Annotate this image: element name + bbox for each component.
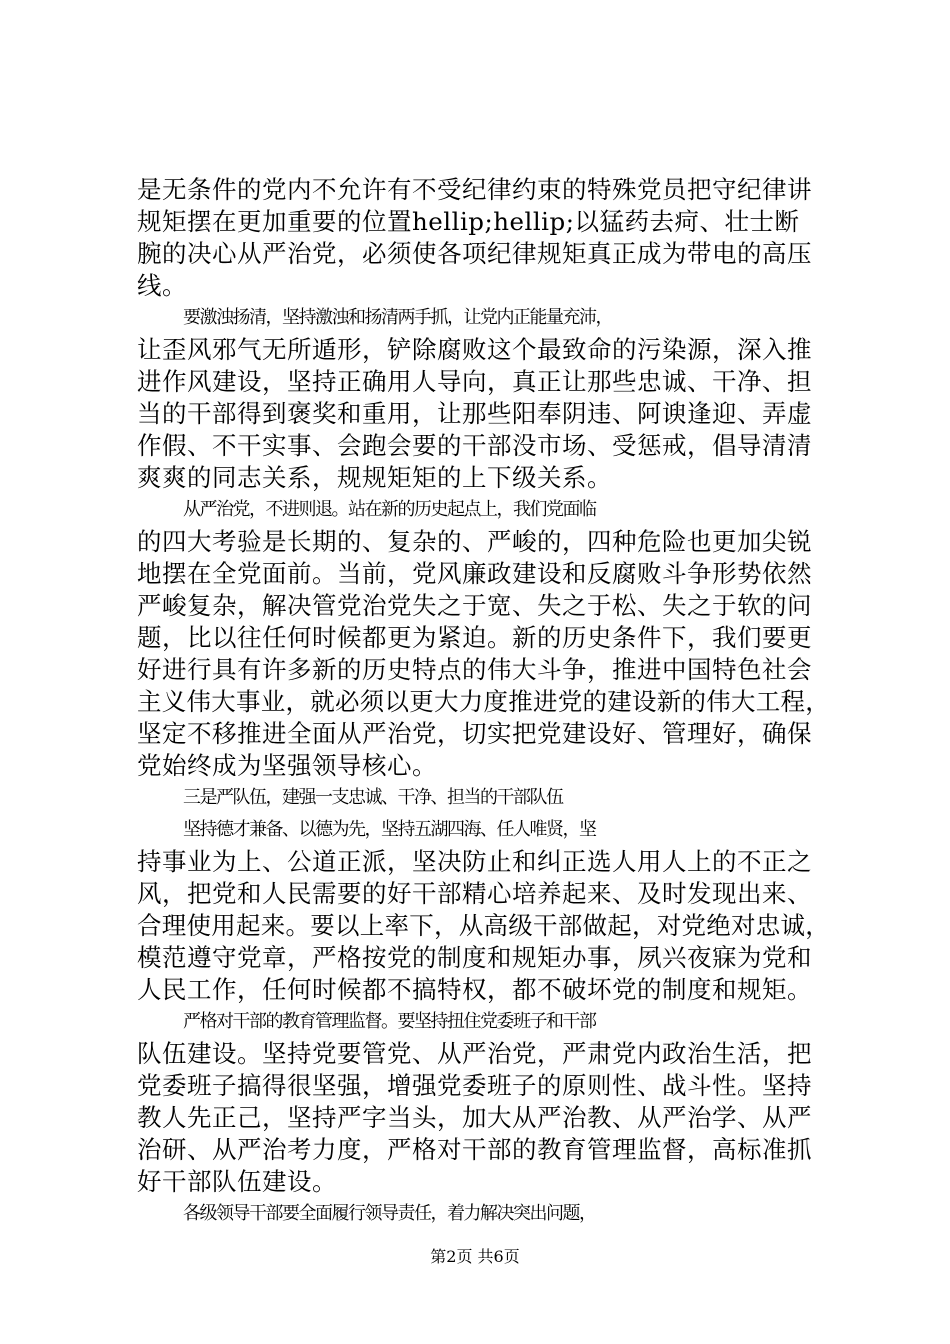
text-line: 好进行具有许多新的历史特点的伟大斗争，推进中国特色社会 (137, 655, 812, 684)
text-line: 坚持德才兼备、以德为先，坚持五湖四海、任人唯贤，坚 (183, 819, 596, 840)
text-line: 从严治党，不进则退。站在新的历史起点上，我们党面临 (183, 499, 596, 520)
text-line: 腕的决心从严治党，必须使各项纪律规矩真正成为带电的高压 (137, 239, 812, 268)
text-line: 各级领导干部要全面履行领导责任，着力解决突出问题， (183, 1203, 596, 1224)
text-line: 规矩摆在更加重要的位置hellip;hellip;以猛药去疴、壮士断 (137, 207, 800, 236)
text-line: 模范遵守党章，严格按党的制度和规矩办事，夙兴夜寐为党和 (137, 943, 812, 972)
text-line: 的四大考验是长期的、复杂的、严峻的，四种危险也更加尖锐 (137, 527, 812, 556)
text-line: 治研、从严治考力度，严格对干部的教育管理监督，高标准抓 (137, 1135, 812, 1164)
text-line: 队伍建设。坚持党要管党、从严治党，严肃党内政治生活，把 (137, 1039, 812, 1068)
text-line: 人民工作，任何时候都不搞特权，都不破坏党的制度和规矩。 (137, 975, 812, 1004)
text-line: 题，比以往任何时候都更为紧迫。新的历史条件下，我们要更 (137, 623, 812, 652)
text-line: 严峻复杂，解决管党治党失之于宽、失之于松、失之于软的问 (137, 591, 812, 620)
text-line: 爽爽的同志关系，规规矩矩的上下级关系。 (137, 463, 612, 492)
text-line: 三是严队伍，建强一支忠诚、干净、担当的干部队伍 (183, 787, 563, 808)
text-line: 作假、不干实事、会跑会要的干部没市场、受惩戒，倡导清清 (137, 431, 812, 460)
text-line: 主义伟大事业，就必须以更大力度推进党的建设新的伟大工程， (137, 687, 830, 716)
text-line: 进作风建设，坚持正确用人导向，真正让那些忠诚、干净、担 (137, 367, 812, 396)
text-line: 教人先正己，坚持严字当头，加大从严治教、从严治学、从严 (137, 1103, 812, 1132)
text-line: 风，把党和人民需要的好干部精心培养起来、及时发现出来、 (137, 879, 812, 908)
text-line: 让歪风邪气无所遁形，铲除腐败这个最致命的污染源，深入推 (137, 335, 812, 364)
text-line: 线。 (137, 271, 187, 300)
document-body (137, 174, 833, 1230)
text-line: 要激浊扬清，坚持激浊和扬清两手抓，让党内正能量充沛， (183, 307, 612, 328)
text-line: 好干部队伍建设。 (137, 1167, 337, 1196)
text-line: 是无条件的党内不允许有不受纪律约束的特殊党员把守纪律讲 (137, 175, 812, 204)
text-line: 当的干部得到褒奖和重用，让那些阳奉阴违、阿谀逢迎、弄虚 (137, 399, 812, 428)
text-line: 党始终成为坚强领导核心。 (137, 751, 437, 780)
text-line: 党委班子搞得很坚强，增强党委班子的原则性、战斗性。坚持 (137, 1071, 812, 1100)
text-line: 持事业为上、公道正派，坚决防止和纠正选人用人上的不正之 (137, 847, 812, 876)
text-line: 合理使用起来。要以上率下，从高级干部做起，对党绝对忠诚， (137, 911, 830, 940)
text-line: 坚定不移推进全面从严治党，切实把党建设好、管理好，确保 (137, 719, 812, 748)
text-line: 地摆在全党面前。当前，党风廉政建设和反腐败斗争形势依然 (137, 559, 812, 588)
page-footer: 第2页 共6页 (430, 1247, 520, 1266)
text-line: 严格对干部的教育管理监督。要坚持扭住党委班子和干部 (183, 1011, 596, 1032)
